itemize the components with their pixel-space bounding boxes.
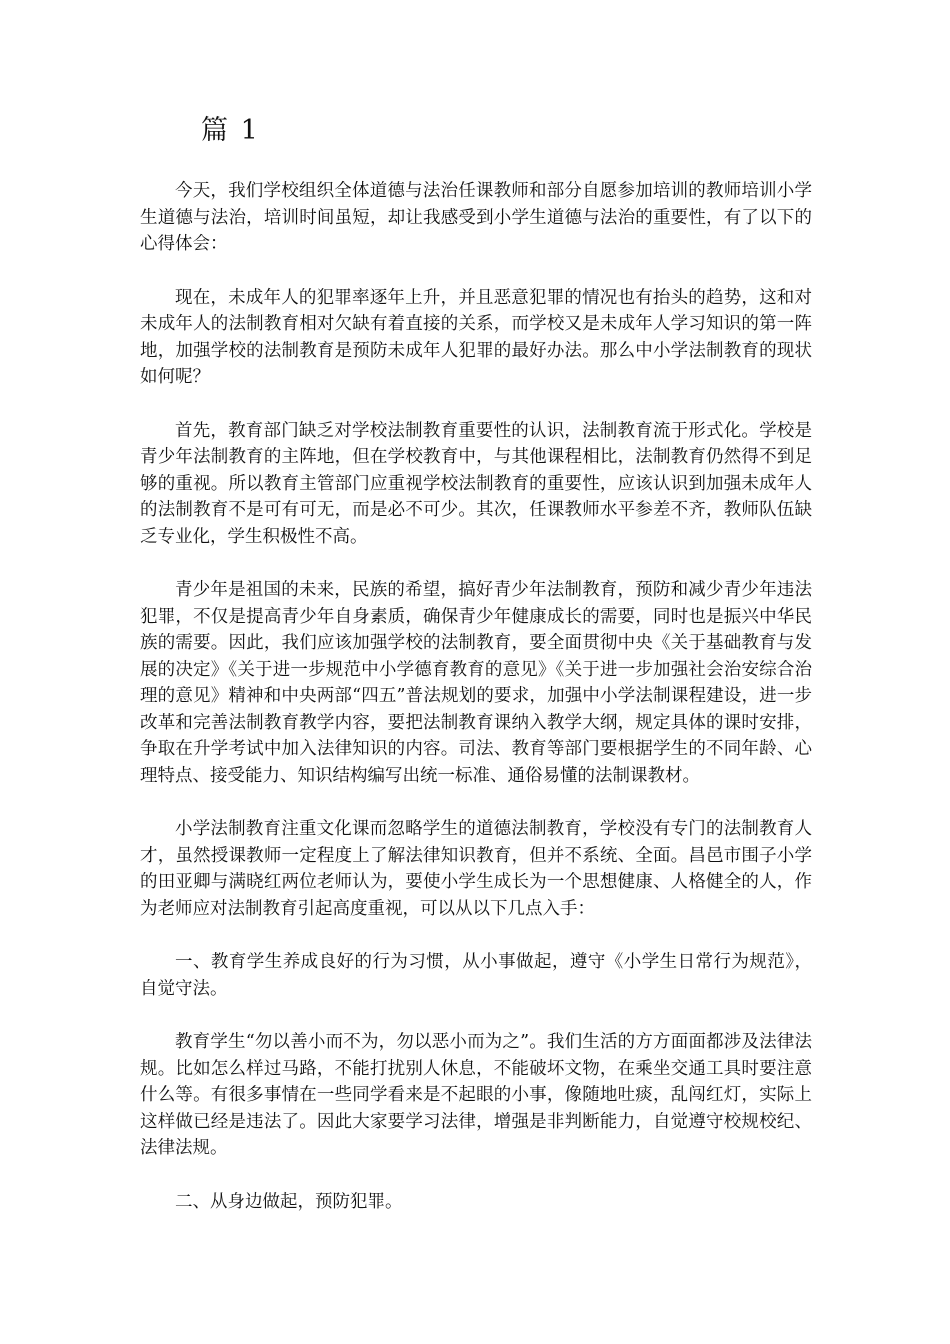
paragraph-6: 一、教育学生养成良好的行为习惯，从小事做起，遵守《小学生日常行为规范》，自觉守法。 bbox=[140, 952, 812, 999]
paragraph-7: 教育学生“勿以善小而不为，勿以恶小而为之”。我们生活的方方面面都涉及法律法规。比如怎么样过马路，不能打扰别人休息，不能破坏文物，在乘坐交通工具时要注意什么等。有很多事情在一些同学看来是不起眼的小事，像随地吐痰，乱闯红灯，实际上这样做已经是违法了。因此大家要学习法律，增强是非判断能力，自觉遵守校规校纪、法律法规。 bbox=[140, 1032, 812, 1158]
paragraph-4: 青少年是祖国的未来，民族的希望，搞好青少年法制教育，预防和减少青少年违法犯罪，不仅是提高青少年自身素质，确保青少年健康成长的需要，同时也是振兴中华民族的需要。因此，我们应该加强学校的法制教育，要全面贯彻中央《关于基础教育与发展的决定》《关于进一步规范中小学德育教育的意见》《关于进一步加强社会治安综合治理的意见》精神和中央两部“四五”普法规划的要求，加强中小学法制课程建设，进一步改革和完善法制教育教学内容，要把法制教育课纳入教学大纲，规定具体的课时安排，争取在升学考试中加入法律知识的内容。司法、教育等部门要根据学生的不同年龄、心理特点、接受能力、知识结构编写出统一标准、通俗易懂的法制课教材。 bbox=[140, 580, 812, 786]
paragraph-2: 现在，未成年人的犯罪率逐年上升，并且恶意犯罪的情况也有抬头的趋势，这和对未成年人的法制教育相对欠缺有着直接的关系，而学校又是未成年人学习知识的第一阵地，加强学校的法制教育是预防未成年人犯罪的最好办法。那么中小学法制教育的现状如何呢？ bbox=[140, 287, 812, 387]
paragraph-3: 首先，教育部门缺乏对学校法制教育重要性的认识，法制教育流于形式化。学校是青少年法制教育的主阵地，但在学校教育中，与其他课程相比，法制教育仍然得不到足够的重视。所以教育主管部门应重视学校法制教育的重要性，应该认识到加强未成年人的法制教育不是可有可无，而是必不可少。其次，任课教师水平参差不齐，教师队伍缺乏专业化，学生积极性不高。 bbox=[140, 420, 812, 547]
paragraph-5: 小学法制教育注重文化课而忽略学生的道德法制教育，学校没有专门的法制教育人才，虽然授课教师一定程度上了解法律知识教育，但并不系统、全面。昌邑市围子小学的田亚卿与满晓红两位老师认为，要使小学生成长为一个思想健康、人格健全的人，作为老师应对法制教育引起高度重视，可以从以下几点入手： bbox=[140, 819, 812, 919]
document-title: 篇 1 bbox=[201, 115, 260, 146]
paragraph-1: 今天，我们学校组织全体道德与法治任课教师和部分自愿参加培训的教师培训小学生道德与法治，培训时间虽短，却让我感受到小学生道德与法治的重要性，有了以下的心得体会： bbox=[140, 181, 812, 254]
document-body bbox=[140, 178, 812, 1242]
paragraph-8: 二、从身边做起，预防犯罪。 bbox=[175, 1191, 403, 1212]
